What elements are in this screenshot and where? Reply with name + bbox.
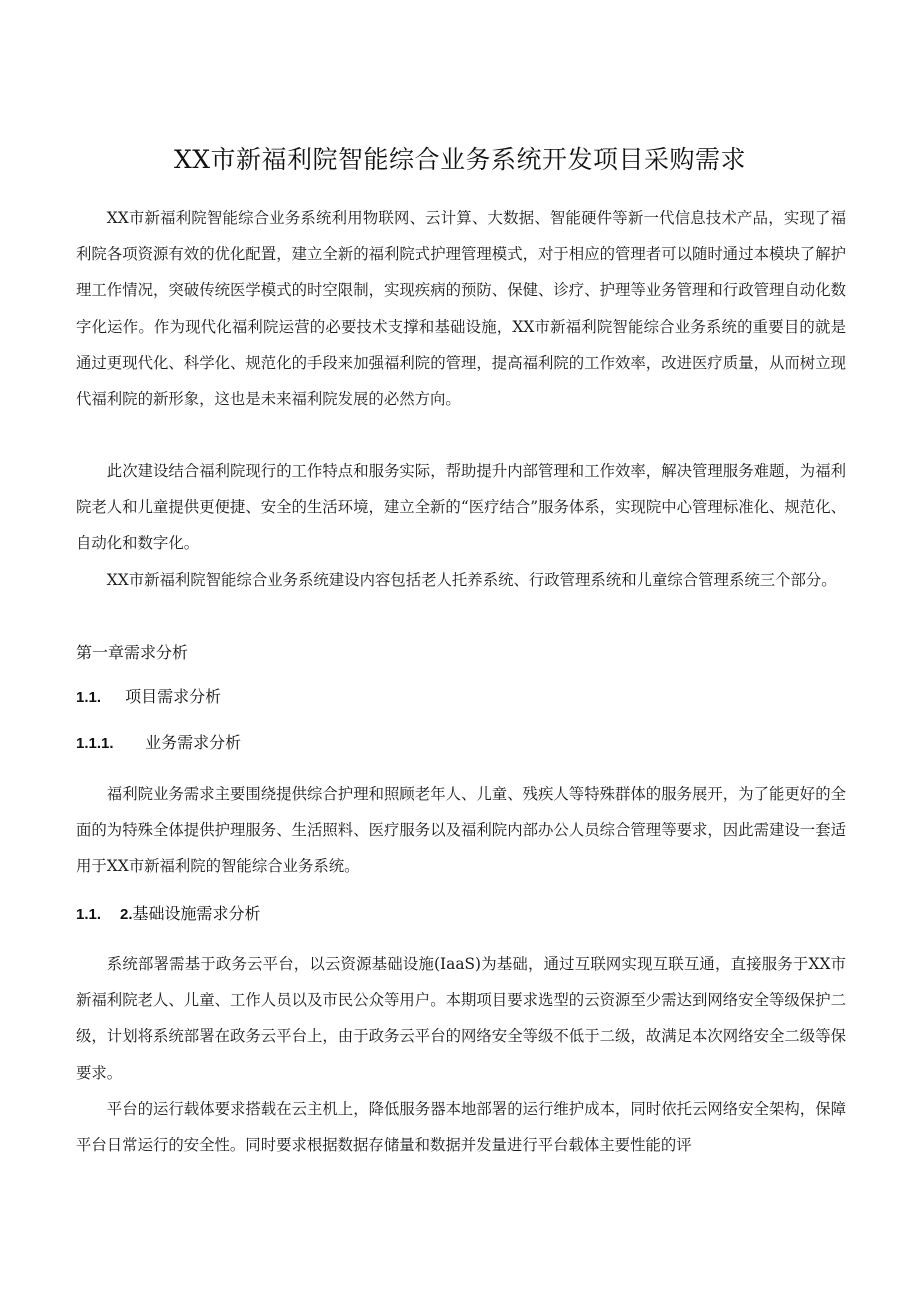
chapter-heading: 第一章需求分析 bbox=[76, 643, 189, 662]
section-number: 1.1.1. bbox=[76, 735, 114, 752]
infra-paragraph-2: 平台的运行载体要求搭载在云主机上，降低服务器本地部署的运行维护成本，同时依托云网络安全架构，保障平台日常运行的安全性。同时要求根据数据存储量和数据并发量进行平台载体主要性能的评 bbox=[76, 1100, 846, 1155]
intro-paragraph-1: XX市新福利院智能综合业务系统利用物联网、云计算、大数据、智能硬件等新一代信息技术产品，实现了福利院各项资源有效的优化配置，建立全新的福利院式护理管理模式，对于相应的管理者可以随时通过本模块了解护理工作情况，突破传统医学模式的时空限制，实现疾病的预防、保健、诊疗、护理等业务管理和行政管理自动化数字化运作。作为现代化福利院运营的必要技术支撑和基础设施，XX市新福利院智能综合业务系统的重要目的就是通过更现代化、科学化、规范化的手段来加强福利院的管理，提高福利院的工作效率，改进医疗质量，从而树立现代福利院的新形象，这也是未来福利院发展的必然方向。 bbox=[76, 209, 846, 409]
section-text: 业务需求分析 bbox=[145, 733, 242, 752]
section-text: 基础设施需求分析 bbox=[132, 904, 261, 923]
section-number: 1.1. bbox=[76, 689, 102, 706]
infra-paragraph-1: 系统部署需基于政务云平台，以云资源基础设施(IaaS)为基础，通过互联网实现互联互通，直接服务于XX市新福利院老人、儿童、工作人员以及市民公众等用户。本期项目要求选型的云资源至少需达到网络安全等级保护二级，计划将系统部署在政务云平台上，由于政务云平台的网络安全等级不低于二级，故满足本次网络安全二级等保要求。 bbox=[76, 955, 846, 1082]
section-number-suffix: 2. bbox=[120, 906, 133, 923]
intro-paragraph-2: 此次建设结合福利院现行的工作特点和服务实际，帮助提升内部管理和工作效率，解决管理服务难题，为福利院老人和儿童提供更便捷、安全的生活环境，建立全新的“医疗结合”服务体系，实现院中心管理标准化、规范化、自动化和数字化。 bbox=[76, 462, 846, 553]
section-text: 项目需求分析 bbox=[125, 687, 222, 706]
document-title: XX市新福利院智能综合业务系统开发项目采购需求 bbox=[173, 145, 747, 174]
section-heading-1-1-2 bbox=[76, 901, 261, 924]
section-number: 1.1. bbox=[76, 906, 102, 923]
section-heading-1-1-1 bbox=[76, 730, 241, 753]
intro-paragraph-3: XX市新福利院智能综合业务系统建设内容包括老人托养系统、行政管理系统和儿童综合管理系统三个部分。 bbox=[106, 571, 837, 589]
section-heading-1-1 bbox=[76, 684, 221, 707]
business-paragraph: 福利院业务需求主要围绕提供综合护理和照顾老年人、儿童、残疾人等特殊群体的服务展开，为了能更好的全面的为特殊全体提供护理服务、生活照料、医疗服务以及福利院内部办公人员综合管理等要求，因此需建设一套适用于XX市新福利院的智能综合业务系统。 bbox=[76, 785, 846, 876]
